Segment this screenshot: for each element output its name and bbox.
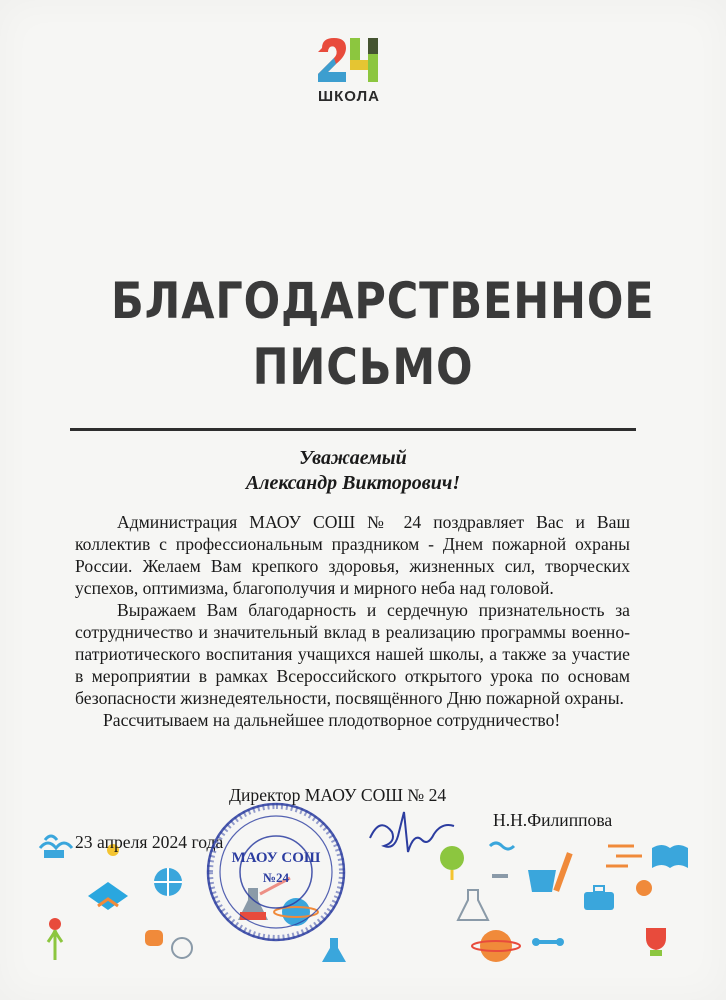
globe-icon bbox=[154, 868, 182, 896]
planet-orange-icon bbox=[472, 930, 520, 962]
letter-date: 23 апреля 2024 года bbox=[75, 832, 224, 852]
trophy-icon bbox=[646, 928, 666, 956]
dumbbell-icon bbox=[532, 938, 564, 946]
director-name: Н.Н.Филиппова bbox=[493, 810, 613, 830]
school-24-logo bbox=[314, 34, 384, 112]
microscope-icon bbox=[458, 890, 488, 920]
title-line-2: ПИСЬМО bbox=[252, 338, 474, 396]
body-paragraph-2: Выражаем Вам благодарность и сердечную признательность за сотрудничество и значительный вклад в реализацию программы военно-патриотического воспитания учащихся нашей школы, а также за участие в мероприятии в рамках Всероссийского открытого урока по основам безопасности жизнедеятельности, посвящённого Дню пожарной охраны. bbox=[75, 600, 630, 708]
cup-icon bbox=[528, 870, 556, 892]
salutation-line-2: Александр Викторович! bbox=[245, 472, 461, 494]
open-book-icon bbox=[652, 845, 688, 868]
fountain-icon bbox=[40, 836, 72, 858]
logo-label: ШКОЛА bbox=[318, 88, 380, 105]
title-divider bbox=[70, 428, 636, 431]
letter-body bbox=[75, 511, 630, 731]
briefcase-icon bbox=[584, 886, 614, 910]
title-line-1: БЛАГОДАРСТВЕННОЕ bbox=[111, 272, 655, 330]
official-stamp bbox=[204, 800, 348, 944]
clock-icon bbox=[172, 938, 192, 958]
stamp-number: №24 bbox=[262, 870, 290, 885]
pencil-icon bbox=[553, 852, 572, 892]
stamp-label: МАОУ СОШ bbox=[231, 850, 321, 866]
bag-icon bbox=[145, 930, 163, 946]
book-stack-icon bbox=[88, 882, 128, 910]
plant-icon bbox=[48, 918, 62, 960]
body-paragraph-3: Рассчитываем на дальнейшее плодотворное сотрудничество! bbox=[103, 710, 561, 730]
director-title: Директор МАОУ СОШ № 24 bbox=[229, 785, 447, 805]
lines-icon bbox=[606, 846, 642, 866]
ball-icon bbox=[636, 880, 652, 896]
abacus-icon bbox=[490, 843, 514, 878]
body-paragraph-1: Администрация МАОУ СОШ № 24 поздравляет Вас и Ваш коллектив с профессиональным праздником - Днем пожарной охраны России. Желаем Вам крепкого здоровья, жизненных сил, творческих успехов, оптимизма, благополучия и мирного неба над головой. bbox=[75, 512, 630, 598]
logo-24-mark bbox=[314, 34, 384, 86]
director-signature bbox=[360, 808, 470, 868]
salutation-line-1: Уважаемый bbox=[299, 447, 407, 469]
